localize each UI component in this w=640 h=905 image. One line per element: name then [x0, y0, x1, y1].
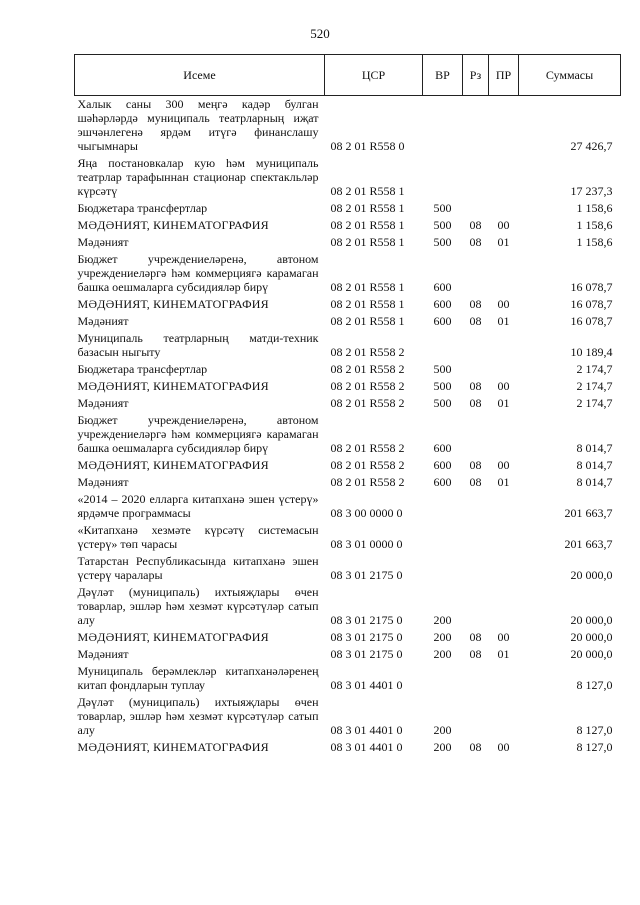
cell-csr: 08 2 01 R558 1 [330, 235, 405, 249]
cell-csr: 08 2 01 R558 1 [330, 184, 405, 198]
cell-pr [489, 663, 519, 694]
table-row [75, 474, 621, 491]
header-name: Исеме [75, 55, 325, 96]
cell-vr: 600 [433, 475, 452, 489]
table-row [75, 457, 621, 474]
table-row [75, 234, 621, 251]
cell-rz: 08 [469, 235, 482, 249]
table-row [75, 694, 621, 739]
cell-vr [423, 330, 463, 361]
cell-csr: 08 3 01 0000 0 [330, 537, 403, 551]
cell-csr: 08 2 01 R558 2 [330, 475, 405, 489]
cell-rz [463, 361, 489, 378]
cell-rz [463, 522, 489, 553]
cell-rz: 08 [469, 630, 482, 644]
cell-pr [489, 491, 519, 522]
cell-pr [489, 412, 519, 457]
table-row [75, 251, 621, 296]
cell-sum: 1 158,6 [576, 235, 613, 249]
cell-pr [489, 553, 519, 584]
cell-rz: 08 [469, 297, 482, 311]
cell-name: Бюджет учреждениеләренә, автоном учреждениеләргә һәм коммерциягә карамаган башка оешмаларга субсидияләр бирү [77, 413, 319, 455]
cell-csr: 08 2 01 R558 1 [330, 218, 405, 232]
cell-sum: 8 014,7 [576, 441, 613, 455]
cell-vr: 500 [433, 362, 452, 376]
cell-vr [423, 491, 463, 522]
cell-sum: 8 127,0 [576, 740, 613, 754]
cell-sum: 20 000,0 [570, 630, 613, 644]
cell-rz: 08 [469, 218, 482, 232]
cell-sum: 20 000,0 [570, 647, 613, 661]
cell-name: Бюджетара трансфертлар [77, 362, 208, 376]
cell-name: Дәүләт (муниципаль) ихтыяҗлары өчен товарлар, эшләр һәм хезмәт күрсәтүләр сатып алу [77, 695, 319, 737]
cell-pr [489, 361, 519, 378]
cell-name: Халык саны 300 меңгә кадәр булган шәһәрләрдә муниципаль театрларның иҗат эшчәнлегенә ярдәм итүгә финанслашу чыгымнары [77, 97, 319, 153]
table-row [75, 217, 621, 234]
cell-pr [489, 584, 519, 629]
cell-vr: 200 [433, 647, 452, 661]
cell-rz: 08 [469, 379, 482, 393]
table-row [75, 313, 621, 330]
cell-pr: 01 [497, 314, 510, 328]
cell-name: Муниципаль берәмлекләр китапханәләренең китап фондларын туплау [77, 664, 319, 692]
cell-name: Яңа постановкалар кую һәм муниципаль театрлар тарафыннан стационар спектакльләр күрсәтү [77, 156, 319, 198]
cell-rz [463, 96, 489, 156]
cell-pr: 00 [497, 218, 510, 232]
cell-name: МӘДӘНИЯТ, КИНЕМАТОГРАФИЯ [77, 630, 269, 644]
cell-sum: 8 014,7 [576, 458, 613, 472]
cell-pr [489, 251, 519, 296]
cell-csr: 08 2 01 R558 2 [330, 362, 405, 376]
cell-sum: 2 174,7 [576, 379, 613, 393]
cell-vr: 600 [433, 297, 452, 311]
cell-csr: 08 2 01 R558 1 [330, 201, 405, 215]
cell-csr: 08 2 01 R558 2 [330, 379, 405, 393]
cell-name: Мәдәният [77, 314, 129, 328]
cell-vr: 500 [433, 235, 452, 249]
cell-sum: 201 663,7 [564, 537, 613, 551]
cell-vr [423, 522, 463, 553]
cell-rz: 08 [469, 740, 482, 754]
cell-vr: 600 [433, 314, 452, 328]
cell-name: Мәдәният [77, 235, 129, 249]
cell-vr [423, 155, 463, 200]
cell-vr: 200 [433, 740, 452, 754]
cell-pr [489, 694, 519, 739]
table-row [75, 412, 621, 457]
cell-name: Муниципаль театрларның матди-техник базасын ныгыту [77, 331, 319, 359]
cell-csr: 08 2 01 R558 2 [330, 458, 405, 472]
cell-rz [463, 330, 489, 361]
cell-name: «Китапханә хезмәте күрсәтү системасын үстерү» төп чарасы [77, 523, 319, 551]
table-row [75, 522, 621, 553]
budget-table [74, 54, 621, 756]
table-body [75, 96, 621, 757]
cell-rz [463, 584, 489, 629]
cell-rz [463, 251, 489, 296]
cell-csr: 08 3 01 2175 0 [330, 568, 403, 582]
table-row [75, 330, 621, 361]
cell-csr: 08 2 01 R558 1 [330, 297, 405, 311]
cell-vr [423, 96, 463, 156]
cell-csr: 08 3 01 2175 0 [330, 630, 403, 644]
cell-sum: 20 000,0 [570, 568, 613, 582]
cell-pr: 00 [497, 630, 510, 644]
cell-sum: 2 174,7 [576, 396, 613, 410]
header-pr: ПР [489, 55, 519, 96]
cell-vr [423, 663, 463, 694]
cell-sum: 20 000,0 [570, 613, 613, 627]
cell-csr: 08 3 01 2175 0 [330, 613, 403, 627]
table-row [75, 378, 621, 395]
cell-csr: 08 2 01 R558 1 [330, 314, 405, 328]
cell-name: МӘДӘНИЯТ, КИНЕМАТОГРАФИЯ [77, 297, 269, 311]
cell-sum: 201 663,7 [564, 506, 613, 520]
header-rz: Рз [463, 55, 489, 96]
cell-sum: 8 014,7 [576, 475, 613, 489]
cell-name: Мәдәният [77, 396, 129, 410]
cell-pr: 00 [497, 297, 510, 311]
cell-rz: 08 [469, 314, 482, 328]
cell-vr: 600 [433, 458, 452, 472]
cell-rz [463, 200, 489, 217]
cell-vr: 600 [433, 441, 452, 455]
cell-rz [463, 155, 489, 200]
table-row [75, 553, 621, 584]
cell-pr [489, 200, 519, 217]
cell-rz: 08 [469, 396, 482, 410]
cell-rz [463, 553, 489, 584]
cell-sum: 10 189,4 [570, 345, 613, 359]
cell-name: Мәдәният [77, 647, 129, 661]
cell-name: «2014 – 2020 елларга китапханә эшен үстерү» ярдәмче программасы [77, 492, 319, 520]
cell-pr: 00 [497, 379, 510, 393]
cell-rz [463, 663, 489, 694]
cell-vr: 600 [433, 280, 452, 294]
cell-csr: 08 3 01 4401 0 [330, 678, 403, 692]
cell-pr [489, 522, 519, 553]
cell-name: Дәүләт (муниципаль) ихтыяҗлары өчен товарлар, эшләр һәм хезмәт күрсәтүләр сатып алу [77, 585, 319, 627]
cell-vr: 500 [433, 218, 452, 232]
cell-name: Мәдәният [77, 475, 129, 489]
table-row [75, 96, 621, 156]
cell-name: МӘДӘНИЯТ, КИНЕМАТОГРАФИЯ [77, 740, 269, 754]
cell-pr [489, 96, 519, 156]
cell-name: Бюджетара трансфертлар [77, 201, 208, 215]
header-csr: ЦСР [325, 55, 423, 96]
table-row [75, 491, 621, 522]
cell-sum: 2 174,7 [576, 362, 613, 376]
cell-csr: 08 2 01 R558 2 [330, 441, 405, 455]
table-row [75, 200, 621, 217]
cell-pr: 01 [497, 647, 510, 661]
table-row [75, 646, 621, 663]
cell-sum: 8 127,0 [576, 723, 613, 737]
cell-name: Татарстан Республикасында китапханә эшен үстерү чаралары [77, 554, 319, 582]
cell-sum: 8 127,0 [576, 678, 613, 692]
table-row [75, 361, 621, 378]
page-number: 520 [310, 26, 330, 41]
cell-vr: 500 [433, 396, 452, 410]
cell-rz: 08 [469, 475, 482, 489]
table-row [75, 584, 621, 629]
cell-pr: 00 [497, 740, 510, 754]
cell-name: МӘДӘНИЯТ, КИНЕМАТОГРАФИЯ [77, 218, 269, 232]
table-header [75, 55, 621, 96]
cell-rz [463, 412, 489, 457]
cell-csr: 08 3 01 4401 0 [330, 723, 403, 737]
cell-rz [463, 491, 489, 522]
cell-csr: 08 2 01 R558 1 [330, 280, 405, 294]
cell-rz: 08 [469, 647, 482, 661]
cell-pr [489, 330, 519, 361]
table-row [75, 739, 621, 756]
cell-pr: 01 [497, 235, 510, 249]
cell-csr: 08 3 01 4401 0 [330, 740, 403, 754]
cell-csr: 08 3 01 2175 0 [330, 647, 403, 661]
header-vr: ВР [423, 55, 463, 96]
cell-vr: 200 [433, 723, 452, 737]
cell-name: МӘДӘНИЯТ, КИНЕМАТОГРАФИЯ [77, 458, 269, 472]
cell-sum: 17 237,3 [570, 184, 613, 198]
cell-sum: 1 158,6 [576, 201, 613, 215]
cell-pr [489, 155, 519, 200]
cell-csr: 08 2 01 R558 2 [330, 345, 405, 359]
cell-vr: 500 [433, 201, 452, 215]
table-row [75, 395, 621, 412]
cell-sum: 16 078,7 [570, 314, 613, 328]
table-row [75, 296, 621, 313]
cell-csr: 08 3 00 0000 0 [330, 506, 403, 520]
header-sum: Суммасы [519, 55, 621, 96]
cell-sum: 1 158,6 [576, 218, 613, 232]
cell-pr: 01 [497, 475, 510, 489]
cell-name: Бюджет учреждениеләренә, автоном учреждениеләргә һәм коммерциягә карамаган башка оешмаларга субсидияләр бирү [77, 252, 319, 294]
cell-sum: 16 078,7 [570, 297, 613, 311]
cell-csr: 08 2 01 R558 0 [330, 139, 405, 153]
cell-vr: 200 [433, 613, 452, 627]
table-row [75, 663, 621, 694]
cell-rz [463, 694, 489, 739]
cell-pr: 00 [497, 458, 510, 472]
table-row [75, 629, 621, 646]
cell-csr: 08 2 01 R558 2 [330, 396, 405, 410]
cell-vr [423, 553, 463, 584]
cell-pr: 01 [497, 396, 510, 410]
cell-vr: 200 [433, 630, 452, 644]
cell-sum: 27 426,7 [570, 139, 613, 153]
cell-sum: 16 078,7 [570, 280, 613, 294]
table-row [75, 155, 621, 200]
cell-rz: 08 [469, 458, 482, 472]
cell-name: МӘДӘНИЯТ, КИНЕМАТОГРАФИЯ [77, 379, 269, 393]
cell-vr: 500 [433, 379, 452, 393]
